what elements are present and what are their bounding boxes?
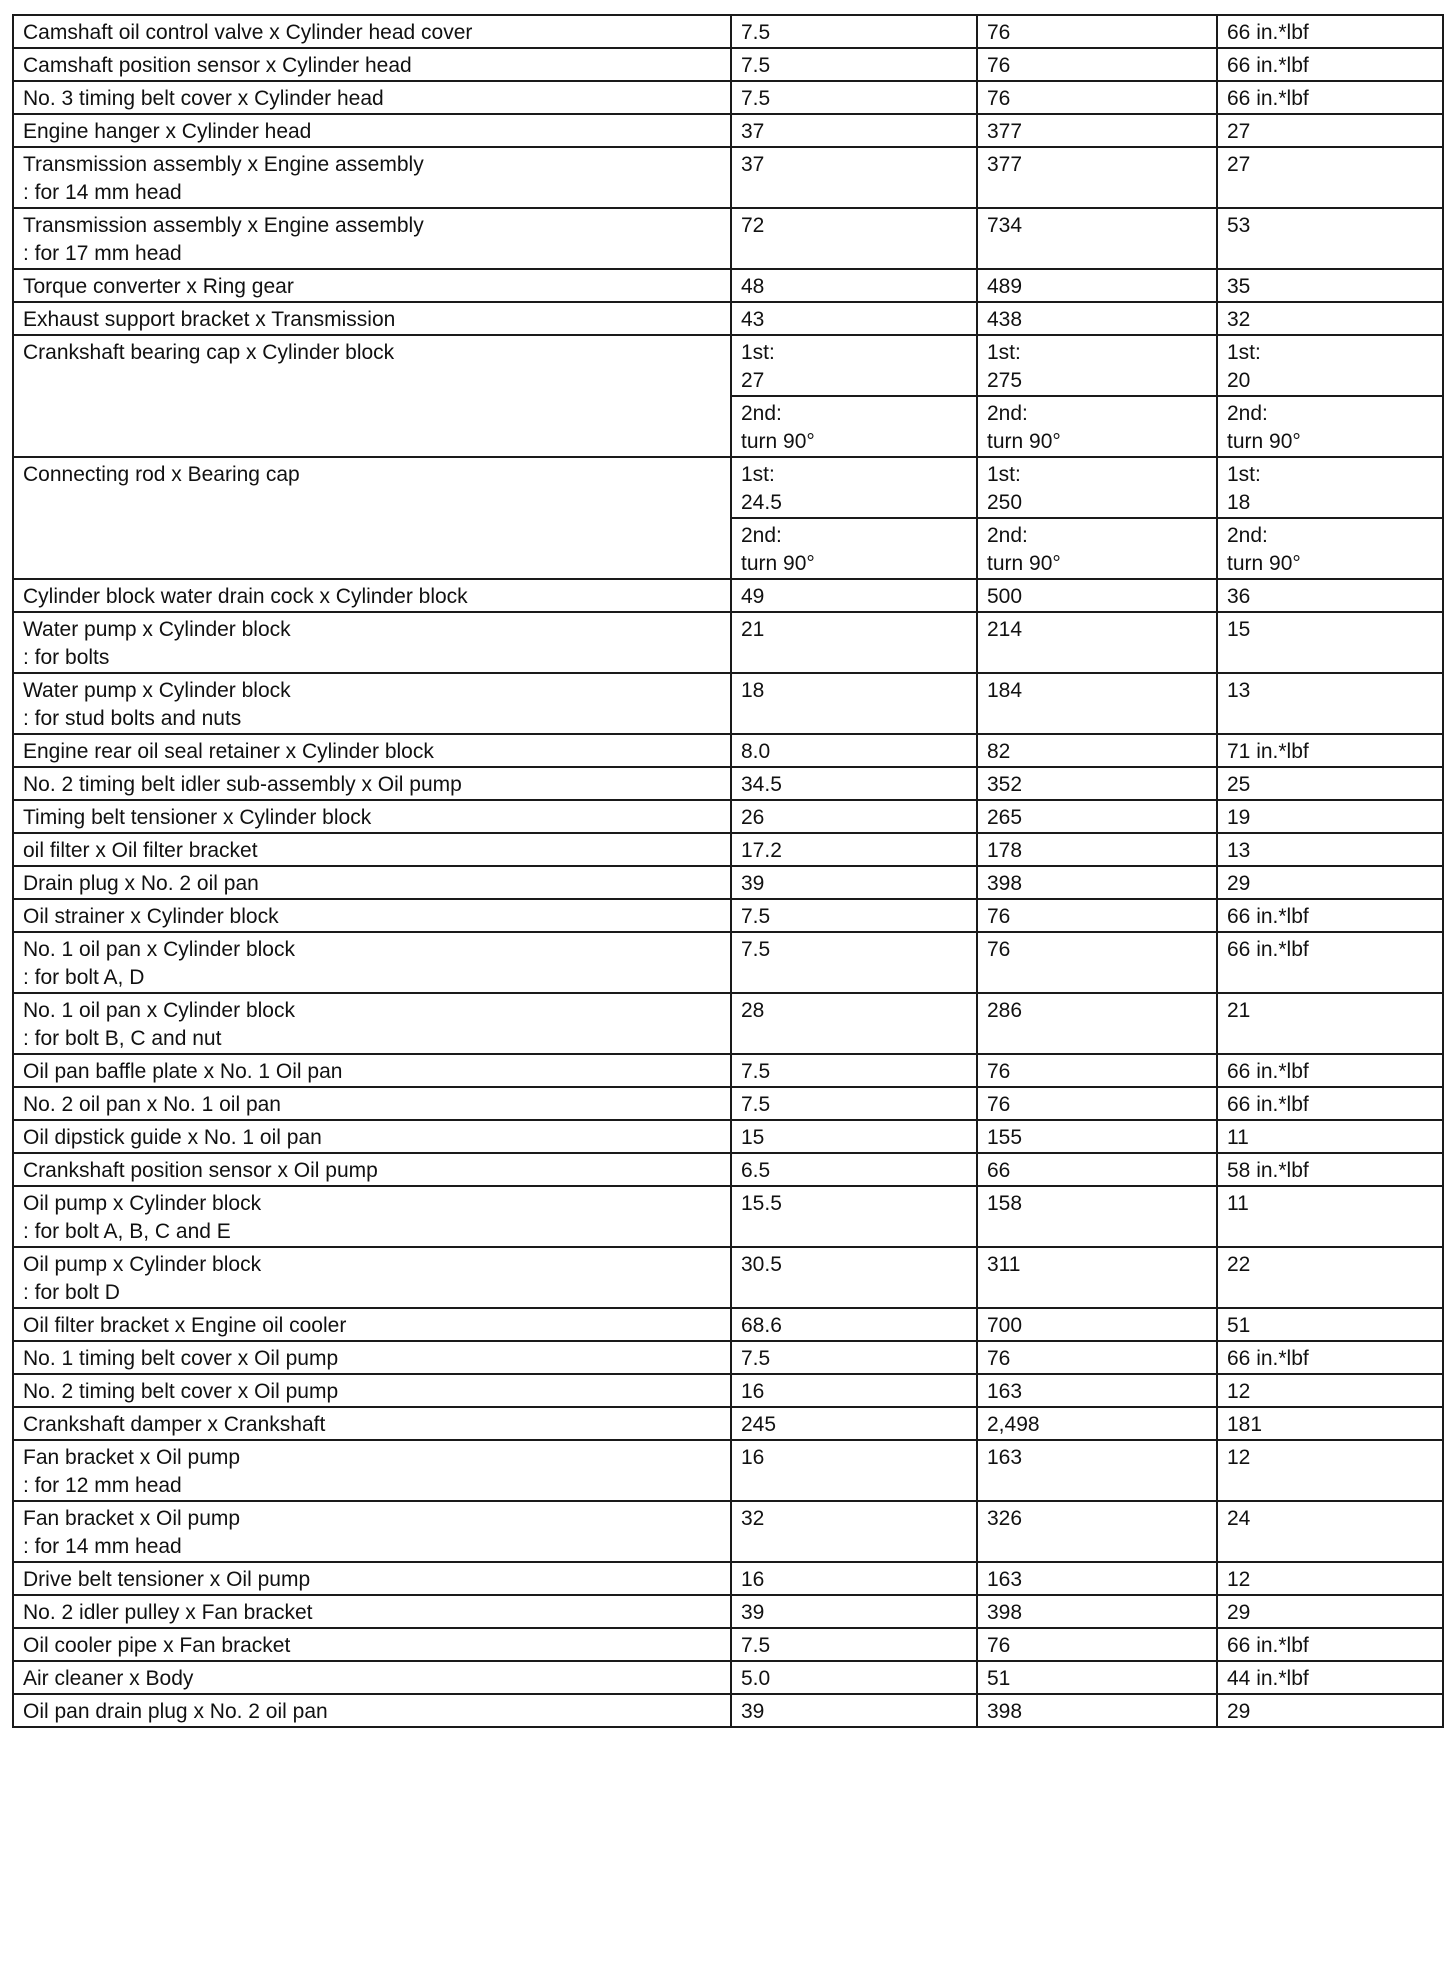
torque-kgfcm-cell: 214	[977, 612, 1217, 673]
part-name-cell: Oil pump x Cylinder block : for bolt A, B, C and E	[13, 1186, 731, 1247]
torque-ftlbf-cell: 66 in.*lbf	[1217, 1087, 1443, 1120]
part-name-cell: Fan bracket x Oil pump : for 12 mm head	[13, 1440, 731, 1501]
torque-nm-cell: 34.5	[731, 767, 977, 800]
torque-kgfcm-cell: 163	[977, 1374, 1217, 1407]
torque-ftlbf-cell: 19	[1217, 800, 1443, 833]
part-name-cell: Connecting rod x Bearing cap	[13, 457, 731, 579]
part-name-cell: Drive belt tensioner x Oil pump	[13, 1562, 731, 1595]
part-name-cell: No. 2 timing belt cover x Oil pump	[13, 1374, 731, 1407]
torque-kgfcm-cell: 76	[977, 15, 1217, 48]
part-name-cell: No. 1 timing belt cover x Oil pump	[13, 1341, 731, 1374]
table-row	[13, 1661, 1443, 1694]
table-row	[13, 579, 1443, 612]
torque-kgfcm-cell: 76	[977, 48, 1217, 81]
torque-kgfcm-cell: 76	[977, 1341, 1217, 1374]
table-row	[13, 15, 1443, 48]
torque-nm-cell: 16	[731, 1374, 977, 1407]
part-name-cell: Torque converter x Ring gear	[13, 269, 731, 302]
part-name-cell: Engine rear oil seal retainer x Cylinder block	[13, 734, 731, 767]
torque-ftlbf-cell: 1st: 18	[1217, 457, 1443, 518]
table-row	[13, 1374, 1443, 1407]
part-name-cell: Oil cooler pipe x Fan bracket	[13, 1628, 731, 1661]
torque-kgfcm-cell: 155	[977, 1120, 1217, 1153]
torque-nm-cell: 16	[731, 1440, 977, 1501]
torque-ftlbf-cell: 13	[1217, 673, 1443, 734]
torque-nm-cell: 6.5	[731, 1153, 977, 1186]
torque-nm-cell: 7.5	[731, 1628, 977, 1661]
torque-nm-cell: 1st: 24.5	[731, 457, 977, 518]
part-name-cell: Camshaft oil control valve x Cylinder head cover	[13, 15, 731, 48]
table-row	[13, 81, 1443, 114]
torque-ftlbf-cell: 51	[1217, 1308, 1443, 1341]
torque-kgfcm-cell: 76	[977, 1054, 1217, 1087]
table-row	[13, 302, 1443, 335]
part-name-cell: Water pump x Cylinder block : for bolts	[13, 612, 731, 673]
torque-spec-table-body	[13, 15, 1443, 1727]
part-name-cell: No. 2 timing belt idler sub-assembly x Oil pump	[13, 767, 731, 800]
table-row	[13, 1407, 1443, 1440]
torque-kgfcm-cell: 76	[977, 1087, 1217, 1120]
torque-nm-cell: 1st: 27	[731, 335, 977, 396]
torque-nm-cell: 15.5	[731, 1186, 977, 1247]
torque-kgfcm-cell: 51	[977, 1661, 1217, 1694]
torque-ftlbf-cell: 11	[1217, 1186, 1443, 1247]
torque-ftlbf-cell: 1st: 20	[1217, 335, 1443, 396]
torque-kgfcm-cell: 82	[977, 734, 1217, 767]
part-name-cell: Camshaft position sensor x Cylinder head	[13, 48, 731, 81]
torque-kgfcm-cell: 66	[977, 1153, 1217, 1186]
table-row	[13, 1595, 1443, 1628]
torque-kgfcm-cell: 377	[977, 147, 1217, 208]
table-row	[13, 1501, 1443, 1562]
table-row	[13, 48, 1443, 81]
table-row	[13, 114, 1443, 147]
table-row	[13, 208, 1443, 269]
torque-kgfcm-cell: 2,498	[977, 1407, 1217, 1440]
torque-kgfcm-cell: 163	[977, 1562, 1217, 1595]
torque-ftlbf-cell: 12	[1217, 1440, 1443, 1501]
torque-spec-table	[12, 14, 1444, 1728]
table-row	[13, 269, 1443, 302]
torque-nm-cell: 7.5	[731, 1341, 977, 1374]
torque-nm-cell: 32	[731, 1501, 977, 1562]
torque-ftlbf-cell: 66 in.*lbf	[1217, 1628, 1443, 1661]
torque-nm-cell: 39	[731, 1694, 977, 1727]
part-name-cell: Transmission assembly x Engine assembly : for 17 mm head	[13, 208, 731, 269]
torque-nm-cell: 68.6	[731, 1308, 977, 1341]
part-name-cell: Crankshaft damper x Crankshaft	[13, 1407, 731, 1440]
torque-kgfcm-cell: 1st: 250	[977, 457, 1217, 518]
part-name-cell: Crankshaft bearing cap x Cylinder block	[13, 335, 731, 457]
torque-kgfcm-cell: 265	[977, 800, 1217, 833]
torque-nm-cell: 43	[731, 302, 977, 335]
torque-ftlbf-cell: 66 in.*lbf	[1217, 48, 1443, 81]
torque-kgfcm-cell: 158	[977, 1186, 1217, 1247]
torque-nm-cell: 15	[731, 1120, 977, 1153]
torque-kgfcm-cell: 311	[977, 1247, 1217, 1308]
torque-nm-cell: 26	[731, 800, 977, 833]
part-name-cell: Oil pan baffle plate x No. 1 Oil pan	[13, 1054, 731, 1087]
table-row	[13, 1054, 1443, 1087]
torque-nm-cell: 37	[731, 114, 977, 147]
torque-nm-cell: 7.5	[731, 932, 977, 993]
torque-kgfcm-cell: 489	[977, 269, 1217, 302]
table-row	[13, 1153, 1443, 1186]
torque-nm-cell: 7.5	[731, 15, 977, 48]
torque-ftlbf-cell: 13	[1217, 833, 1443, 866]
torque-nm-cell: 39	[731, 866, 977, 899]
part-name-cell: Fan bracket x Oil pump : for 14 mm head	[13, 1501, 731, 1562]
torque-kgfcm-cell: 76	[977, 1628, 1217, 1661]
torque-nm-cell: 5.0	[731, 1661, 977, 1694]
torque-nm-cell: 2nd: turn 90°	[731, 518, 977, 579]
part-name-cell: No. 2 oil pan x No. 1 oil pan	[13, 1087, 731, 1120]
part-name-cell: Oil pan drain plug x No. 2 oil pan	[13, 1694, 731, 1727]
torque-ftlbf-cell: 29	[1217, 1694, 1443, 1727]
table-row	[13, 1186, 1443, 1247]
torque-ftlbf-cell: 66 in.*lbf	[1217, 1341, 1443, 1374]
torque-ftlbf-cell: 53	[1217, 208, 1443, 269]
torque-nm-cell: 17.2	[731, 833, 977, 866]
torque-ftlbf-cell: 66 in.*lbf	[1217, 1054, 1443, 1087]
torque-ftlbf-cell: 66 in.*lbf	[1217, 81, 1443, 114]
part-name-cell: Cylinder block water drain cock x Cylinder block	[13, 579, 731, 612]
torque-nm-cell: 39	[731, 1595, 977, 1628]
torque-kgfcm-cell: 184	[977, 673, 1217, 734]
torque-ftlbf-cell: 27	[1217, 114, 1443, 147]
torque-ftlbf-cell: 2nd: turn 90°	[1217, 518, 1443, 579]
torque-ftlbf-cell: 66 in.*lbf	[1217, 899, 1443, 932]
part-name-cell: Air cleaner x Body	[13, 1661, 731, 1694]
torque-kgfcm-cell: 734	[977, 208, 1217, 269]
torque-ftlbf-cell: 21	[1217, 993, 1443, 1054]
torque-nm-cell: 2nd: turn 90°	[731, 396, 977, 457]
table-row	[13, 335, 1443, 396]
torque-kgfcm-cell: 1st: 275	[977, 335, 1217, 396]
torque-nm-cell: 21	[731, 612, 977, 673]
torque-ftlbf-cell: 2nd: turn 90°	[1217, 396, 1443, 457]
torque-kgfcm-cell: 163	[977, 1440, 1217, 1501]
table-row	[13, 767, 1443, 800]
table-row	[13, 1120, 1443, 1153]
torque-kgfcm-cell: 398	[977, 866, 1217, 899]
table-row	[13, 866, 1443, 899]
torque-ftlbf-cell: 27	[1217, 147, 1443, 208]
torque-nm-cell: 7.5	[731, 48, 977, 81]
torque-ftlbf-cell: 12	[1217, 1374, 1443, 1407]
torque-ftlbf-cell: 12	[1217, 1562, 1443, 1595]
torque-ftlbf-cell: 32	[1217, 302, 1443, 335]
torque-nm-cell: 18	[731, 673, 977, 734]
torque-kgfcm-cell: 438	[977, 302, 1217, 335]
part-name-cell: Oil pump x Cylinder block : for bolt D	[13, 1247, 731, 1308]
part-name-cell: Oil dipstick guide x No. 1 oil pan	[13, 1120, 731, 1153]
torque-kgfcm-cell: 352	[977, 767, 1217, 800]
torque-nm-cell: 7.5	[731, 899, 977, 932]
torque-nm-cell: 7.5	[731, 81, 977, 114]
part-name-cell: No. 1 oil pan x Cylinder block : for bolt B, C and nut	[13, 993, 731, 1054]
table-row	[13, 612, 1443, 673]
table-row	[13, 1694, 1443, 1727]
torque-ftlbf-cell: 29	[1217, 1595, 1443, 1628]
torque-kgfcm-cell: 500	[977, 579, 1217, 612]
table-row	[13, 1440, 1443, 1501]
table-row	[13, 673, 1443, 734]
table-row	[13, 457, 1443, 518]
torque-kgfcm-cell: 76	[977, 81, 1217, 114]
part-name-cell: Engine hanger x Cylinder head	[13, 114, 731, 147]
torque-nm-cell: 49	[731, 579, 977, 612]
torque-ftlbf-cell: 66 in.*lbf	[1217, 932, 1443, 993]
torque-nm-cell: 48	[731, 269, 977, 302]
table-row	[13, 899, 1443, 932]
torque-nm-cell: 7.5	[731, 1087, 977, 1120]
torque-ftlbf-cell: 58 in.*lbf	[1217, 1153, 1443, 1186]
table-row	[13, 833, 1443, 866]
torque-kgfcm-cell: 398	[977, 1694, 1217, 1727]
torque-ftlbf-cell: 15	[1217, 612, 1443, 673]
torque-nm-cell: 245	[731, 1407, 977, 1440]
part-name-cell: No. 3 timing belt cover x Cylinder head	[13, 81, 731, 114]
table-row	[13, 1087, 1443, 1120]
torque-ftlbf-cell: 66 in.*lbf	[1217, 15, 1443, 48]
torque-kgfcm-cell: 2nd: turn 90°	[977, 518, 1217, 579]
part-name-cell: Oil filter bracket x Engine oil cooler	[13, 1308, 731, 1341]
torque-kgfcm-cell: 398	[977, 1595, 1217, 1628]
torque-ftlbf-cell: 22	[1217, 1247, 1443, 1308]
torque-kgfcm-cell: 326	[977, 1501, 1217, 1562]
part-name-cell: Oil strainer x Cylinder block	[13, 899, 731, 932]
part-name-cell: Drain plug x No. 2 oil pan	[13, 866, 731, 899]
part-name-cell: Water pump x Cylinder block : for stud bolts and nuts	[13, 673, 731, 734]
torque-ftlbf-cell: 36	[1217, 579, 1443, 612]
part-name-cell: Transmission assembly x Engine assembly : for 14 mm head	[13, 147, 731, 208]
table-row	[13, 1628, 1443, 1661]
torque-nm-cell: 16	[731, 1562, 977, 1595]
part-name-cell: Crankshaft position sensor x Oil pump	[13, 1153, 731, 1186]
table-row	[13, 932, 1443, 993]
torque-ftlbf-cell: 25	[1217, 767, 1443, 800]
part-name-cell: Exhaust support bracket x Transmission	[13, 302, 731, 335]
torque-kgfcm-cell: 286	[977, 993, 1217, 1054]
torque-nm-cell: 28	[731, 993, 977, 1054]
torque-kgfcm-cell: 178	[977, 833, 1217, 866]
table-row	[13, 1247, 1443, 1308]
torque-nm-cell: 8.0	[731, 734, 977, 767]
torque-ftlbf-cell: 35	[1217, 269, 1443, 302]
torque-kgfcm-cell: 76	[977, 899, 1217, 932]
part-name-cell: oil filter x Oil filter bracket	[13, 833, 731, 866]
torque-ftlbf-cell: 11	[1217, 1120, 1443, 1153]
part-name-cell: Timing belt tensioner x Cylinder block	[13, 800, 731, 833]
part-name-cell: No. 1 oil pan x Cylinder block : for bolt A, D	[13, 932, 731, 993]
table-row	[13, 800, 1443, 833]
torque-kgfcm-cell: 700	[977, 1308, 1217, 1341]
torque-ftlbf-cell: 181	[1217, 1407, 1443, 1440]
table-row	[13, 993, 1443, 1054]
torque-ftlbf-cell: 29	[1217, 866, 1443, 899]
torque-nm-cell: 72	[731, 208, 977, 269]
table-row	[13, 1562, 1443, 1595]
torque-kgfcm-cell: 377	[977, 114, 1217, 147]
table-row	[13, 1341, 1443, 1374]
torque-ftlbf-cell: 44 in.*lbf	[1217, 1661, 1443, 1694]
torque-kgfcm-cell: 2nd: turn 90°	[977, 396, 1217, 457]
torque-nm-cell: 37	[731, 147, 977, 208]
torque-ftlbf-cell: 24	[1217, 1501, 1443, 1562]
torque-nm-cell: 30.5	[731, 1247, 977, 1308]
table-row	[13, 1308, 1443, 1341]
torque-kgfcm-cell: 76	[977, 932, 1217, 993]
torque-ftlbf-cell: 71 in.*lbf	[1217, 734, 1443, 767]
part-name-cell: No. 2 idler pulley x Fan bracket	[13, 1595, 731, 1628]
torque-nm-cell: 7.5	[731, 1054, 977, 1087]
table-row	[13, 734, 1443, 767]
table-row	[13, 147, 1443, 208]
